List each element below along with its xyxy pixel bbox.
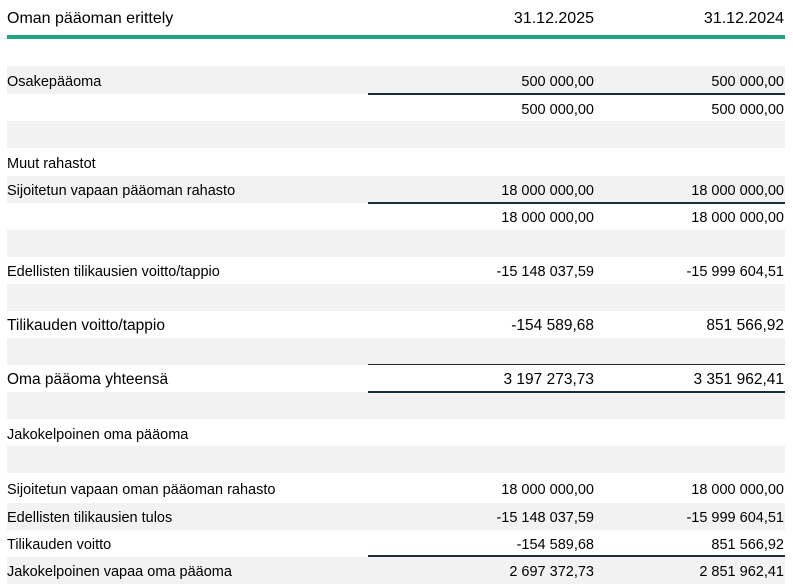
header-divider [7, 35, 785, 39]
row-label: Edellisten tilikausien voitto/tappio [7, 264, 220, 280]
value-2024: 500 000,00 [711, 74, 784, 90]
row-label: Jakokelpoinen oma pääoma [7, 427, 189, 443]
section-heading [7, 149, 785, 176]
row-label: Edellisten tilikausien tulos [7, 510, 173, 526]
row-label: Sijoitetun vapaan pääoman rahasto [7, 183, 236, 199]
spacer-row [7, 284, 785, 311]
spacer-row [7, 230, 785, 257]
value-2024: 3 351 962,41 [693, 371, 784, 388]
table-row [7, 67, 785, 94]
table-row [7, 311, 785, 338]
value-2025: 500 000,00 [521, 102, 594, 118]
value-2025: -15 148 037,59 [496, 510, 594, 526]
total-row [7, 365, 785, 392]
value-2025: 18 000 000,00 [501, 210, 594, 226]
value-2024: 2 851 962,41 [699, 564, 784, 580]
spacer-row [7, 446, 785, 473]
spacer-row [7, 392, 785, 419]
value-2024: 851 566,92 [711, 537, 784, 553]
value-2024: 851 566,92 [706, 317, 784, 334]
row-label: Oma pääoma yhteensä [7, 371, 169, 388]
table-row [7, 475, 785, 502]
table-row [7, 257, 785, 284]
value-2025: -15 148 037,59 [496, 264, 594, 280]
table-row [7, 176, 785, 203]
row-label: Muut rahastot [7, 156, 96, 172]
value-2025: -154 589,68 [516, 537, 594, 553]
total-bottom-rule [368, 391, 785, 393]
spacer-row [7, 338, 785, 365]
value-2025: 18 000 000,00 [501, 482, 594, 498]
value-2024: -15 999 604,51 [686, 510, 784, 526]
subtotal-row [7, 95, 785, 122]
value-2025: 2 697 372,73 [509, 564, 594, 580]
total-row [7, 557, 785, 584]
table-header [0, 0, 793, 36]
value-2024: 500 000,00 [711, 102, 784, 118]
table-row [7, 530, 785, 557]
row-label: Sijoitetun vapaan oman pääoman rahasto [7, 482, 276, 498]
row-label: Tilikauden voitto/tappio [7, 317, 165, 334]
value-2024: 18 000 000,00 [691, 210, 784, 226]
value-2025: 18 000 000,00 [501, 183, 594, 199]
column-header-2025: 31.12.2025 [513, 10, 594, 27]
section-heading [7, 420, 785, 447]
value-2025: 500 000,00 [521, 74, 594, 90]
value-2024: -15 999 604,51 [686, 264, 784, 280]
row-label: Jakokelpoinen vapaa oma pääoma [7, 564, 232, 580]
value-2025: 3 197 273,73 [503, 371, 594, 388]
value-2025: -154 589,68 [511, 317, 594, 334]
value-2024: 18 000 000,00 [691, 482, 784, 498]
row-label: Osakepääoma [7, 74, 102, 90]
spacer-row [7, 121, 785, 148]
column-header-2024: 31.12.2024 [703, 10, 784, 27]
table-title: Oman pääoman erittely [7, 10, 174, 27]
table-row [7, 503, 785, 530]
subtotal-row [7, 203, 785, 230]
row-label: Tilikauden voitto [7, 537, 112, 553]
value-2024: 18 000 000,00 [691, 183, 784, 199]
